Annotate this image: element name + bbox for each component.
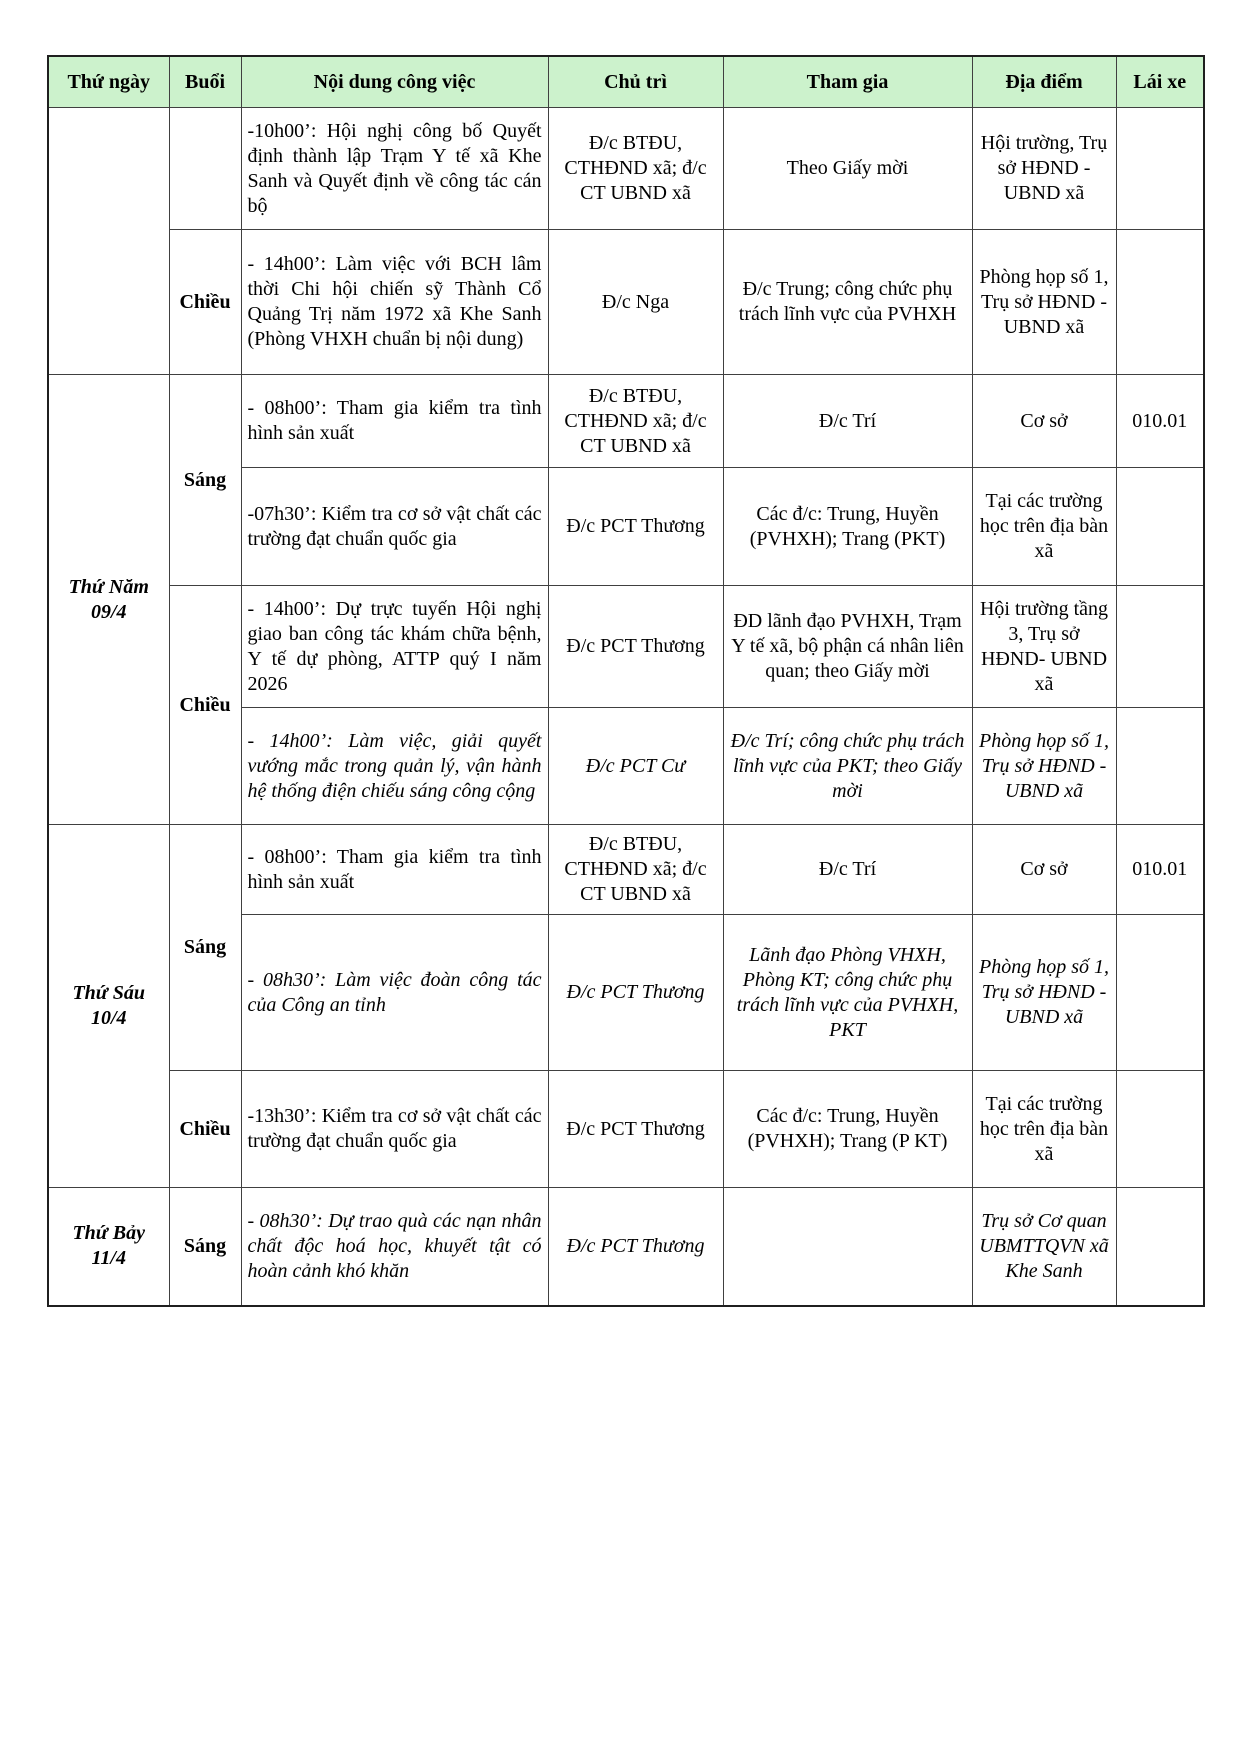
driver-cell — [1116, 230, 1204, 375]
chair-cell: Đ/c Nga — [548, 230, 723, 375]
driver-cell — [1116, 915, 1204, 1071]
header-day: Thứ ngày — [48, 56, 169, 108]
header-task: Nội dung công việc — [241, 56, 548, 108]
location-cell: Trụ sở Cơ quan UBMTTQVN xã Khe Sanh — [972, 1188, 1116, 1306]
location-cell: Tại các trường học trên địa bàn xã — [972, 1071, 1116, 1188]
day-name: Thứ Bảy — [72, 1222, 146, 1245]
participants-cell: Lãnh đạo Phòng VHXH, Phòng KT; công chức phụ trách lĩnh vực của PVHXH, PKT — [723, 915, 972, 1071]
driver-cell: 010.01 — [1116, 825, 1204, 915]
task-cell: - 08h00’: Tham gia kiểm tra tình hình sản xuất — [241, 825, 548, 915]
participants-cell: Đ/c Trí — [723, 825, 972, 915]
session-cell-empty — [169, 108, 241, 230]
session-cell-sang: Sáng — [169, 825, 241, 1071]
session-cell-sang: Sáng — [169, 1188, 241, 1306]
driver-cell — [1116, 708, 1204, 825]
session-cell-chieu: Chiều — [169, 586, 241, 825]
participants-cell: ĐD lãnh đạo PVHXH, Trạm Y tế xã, bộ phận cá nhân liên quan; theo Giấy mời — [723, 586, 972, 708]
day-date: 09/4 — [90, 600, 127, 623]
task-cell: - 14h00’: Làm việc với BCH lâm thời Chi hội chiến sỹ Thành Cổ Quảng Trị năm 1972 xã Khe Sanh (Phòng VHXH chuẩn bị nội dung) — [241, 230, 548, 375]
participants-cell: Đ/c Trí — [723, 375, 972, 468]
session-cell-chieu: Chiều — [169, 230, 241, 375]
task-cell: -13h30’: Kiểm tra cơ sở vật chất các trường đạt chuẩn quốc gia — [241, 1071, 548, 1188]
chair-cell: Đ/c BTĐU, CTHĐND xã; đ/c CT UBND xã — [548, 825, 723, 915]
location-cell: Phòng họp số 1, Trụ sở HĐND - UBND xã — [972, 708, 1116, 825]
chair-cell: Đ/c PCT Thương — [548, 468, 723, 586]
day-name: Thứ Năm — [68, 575, 149, 598]
schedule-table — [47, 55, 1205, 1307]
day-cell-thu-bay — [48, 1188, 169, 1306]
task-cell: -07h30’: Kiểm tra cơ sở vật chất các trường đạt chuẩn quốc gia — [241, 468, 548, 586]
chair-cell: Đ/c PCT Thương — [548, 1188, 723, 1306]
table-row — [48, 108, 1204, 230]
chair-cell: Đ/c PCT Thương — [548, 586, 723, 708]
day-cell-thu-nam — [48, 375, 169, 825]
task-cell: - 08h30’: Làm việc đoàn công tác của Công an tỉnh — [241, 915, 548, 1071]
participants-cell: Theo Giấy mời — [723, 108, 972, 230]
day-name: Thứ Sáu — [72, 982, 146, 1004]
chair-cell: Đ/c PCT Thương — [548, 915, 723, 1071]
header-row — [48, 56, 1204, 108]
header-participants: Tham gia — [723, 56, 972, 108]
participants-cell: Các đ/c: Trung, Huyền (PVHXH); Trang (PKT) — [723, 468, 972, 586]
location-cell: Phòng họp số 1, Trụ sở HĐND - UBND xã — [972, 230, 1116, 375]
location-cell: Hội trường, Trụ sở HĐND - UBND xã — [972, 108, 1116, 230]
table-row — [48, 825, 1204, 915]
driver-cell — [1116, 1071, 1204, 1188]
session-cell-sang: Sáng — [169, 375, 241, 586]
table-row — [48, 586, 1204, 708]
location-cell: Tại các trường học trên địa bàn xã — [972, 468, 1116, 586]
table-row — [48, 375, 1204, 468]
participants-cell — [723, 1188, 972, 1306]
task-cell: - 14h00’: Dự trực tuyến Hội nghị giao ban công tác khám chữa bệnh, Y tế dự phòng, ATTP quý I năm 2026 — [241, 586, 548, 708]
day-cell-empty — [48, 108, 169, 375]
header-chair: Chủ trì — [548, 56, 723, 108]
participants-cell: Đ/c Trung; công chức phụ trách lĩnh vực của PVHXH — [723, 230, 972, 375]
table-row — [48, 1071, 1204, 1188]
day-cell-thu-sau — [48, 825, 169, 1188]
task-cell: - 08h00’: Tham gia kiểm tra tình hình sản xuất — [241, 375, 548, 468]
header-session: Buổi — [169, 56, 241, 108]
driver-cell: 010.01 — [1116, 375, 1204, 468]
table-row — [48, 230, 1204, 375]
task-cell: - 14h00’: Làm việc, giải quyết vướng mắc trong quản lý, vận hành hệ thống điện chiếu sáng công cộng — [241, 708, 548, 825]
driver-cell — [1116, 468, 1204, 586]
chair-cell: Đ/c PCT Cư — [548, 708, 723, 825]
session-cell-chieu: Chiều — [169, 1071, 241, 1188]
location-cell: Cơ sở — [972, 825, 1116, 915]
driver-cell — [1116, 108, 1204, 230]
participants-cell: Đ/c Trí; công chức phụ trách lĩnh vực của PKT; theo Giấy mời — [723, 708, 972, 825]
task-cell: - 08h30’: Dự trao quà các nạn nhân chất độc hoá học, khuyết tật có hoàn cảnh khó khăn — [241, 1188, 548, 1306]
task-cell: -10h00’: Hội nghị công bố Quyết định thành lập Trạm Y tế xã Khe Sanh và Quyết định về công tác cán bộ — [241, 108, 548, 230]
driver-cell — [1116, 586, 1204, 708]
location-cell: Phòng họp số 1, Trụ sở HĐND - UBND xã — [972, 915, 1116, 1071]
location-cell: Cơ sở — [972, 375, 1116, 468]
chair-cell: Đ/c BTĐU, CTHĐND xã; đ/c CT UBND xã — [548, 108, 723, 230]
chair-cell: Đ/c PCT Thương — [548, 1071, 723, 1188]
day-date: 11/4 — [91, 1247, 126, 1270]
table-row — [48, 1188, 1204, 1306]
participants-cell: Các đ/c: Trung, Huyền (PVHXH); Trang (P KT) — [723, 1071, 972, 1188]
driver-cell — [1116, 1188, 1204, 1306]
header-location: Địa điểm — [972, 56, 1116, 108]
location-cell: Hội trường tầng 3, Trụ sở HĐND- UBND xã — [972, 586, 1116, 708]
header-driver: Lái xe — [1116, 56, 1204, 108]
day-date: 10/4 — [90, 1007, 127, 1029]
chair-cell: Đ/c BTĐU, CTHĐND xã; đ/c CT UBND xã — [548, 375, 723, 468]
